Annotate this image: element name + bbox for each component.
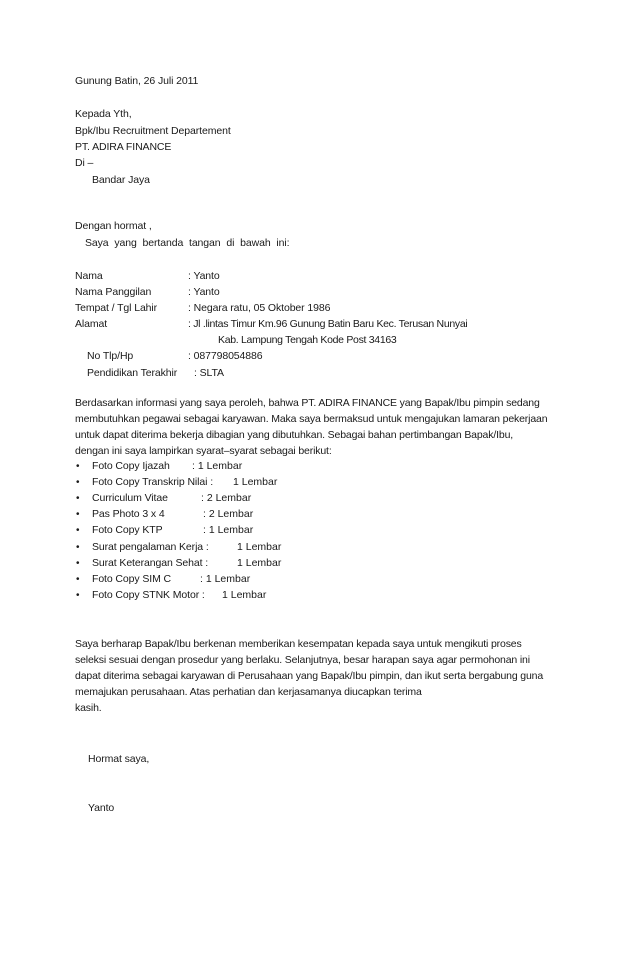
bullet: • — [76, 542, 80, 553]
body1-line-1: Berdasarkan informasi yang saya peroleh, bahwa PT. ADIRA FINANCE yang Bapak/Ibu pimpin sedang — [75, 397, 540, 409]
body2-line-4: memajukan perusahaan. Atas perhatian dan kerjasamanya diucapkan terima — [75, 686, 422, 698]
recipient-line-2: Bpk/Ibu Recruitment Departement — [75, 125, 231, 137]
recipient-line-1: Kepada Yth, — [75, 108, 132, 120]
attachment-item: Foto Copy STNK Motor : — [92, 589, 205, 601]
field-value-pendidikan: : SLTA — [194, 367, 224, 379]
attachment-item: Foto Copy SIM C — [92, 573, 172, 585]
attachment-item: Curriculum Vitae — [92, 492, 168, 504]
greeting: Dengan hormat , — [75, 220, 152, 232]
field-label-alamat: Alamat — [75, 318, 108, 330]
attachment-qty: : 1 Lembar — [200, 573, 251, 585]
field-label-no-tlp: No Tlp/Hp — [87, 350, 134, 362]
attachment-item: Pas Photo 3 x 4 — [92, 508, 165, 520]
recipient-line-3: PT. ADIRA FINANCE — [75, 141, 172, 153]
body2-line-2: seleksi sesuai dengan prosedur yang berlaku. Selanjutnya, besar harapan saya agar permohonan ini — [75, 654, 530, 666]
bullet: • — [76, 525, 80, 536]
body1-line-2: membutuhkan pegawai sebagai karyawan. Maka saya bermaksud untuk mengajukan lamaran pekerjaan — [75, 413, 548, 425]
attachment-qty: 1 Lembar — [222, 589, 267, 601]
attachment-qty: 1 Lembar — [237, 557, 282, 569]
attachment-qty: 1 Lembar — [237, 541, 282, 553]
bullet: • — [76, 477, 80, 488]
body1-line-4: dengan ini saya lampirkan syarat–syarat sebagai berikut: — [75, 445, 332, 457]
attachment-item: Surat Keterangan Sehat : — [92, 557, 209, 569]
field-value-alamat-line-2: Kab. Lampung Tengah Kode Post 34163 — [218, 334, 397, 346]
bullet: • — [76, 558, 80, 569]
bullet: • — [76, 574, 80, 585]
body1-line-3: untuk dapat diterima bekerja dibagian yang dibutuhkan. Sebagai bahan pertimbangan Bapak/Ibu, — [75, 429, 514, 441]
attachment-qty: : 2 Lembar — [203, 508, 254, 520]
field-label-tempat-tgl-lahir: Tempat / Tgl Lahir — [75, 302, 158, 314]
attachment-item: Surat pengalaman Kerja : — [92, 541, 209, 553]
recipient-line-4: Di – — [75, 157, 94, 169]
body2-line-3: dapat diterima sebagai karyawan di Perusahaan yang Bapak/Ibu pimpin, dan ikut serta bergabung guna — [75, 670, 544, 682]
body-paragraph-2 — [75, 636, 575, 716]
attachment-qty: : 1 Lembar — [203, 524, 254, 536]
attachment-item: Foto Copy Transkrip Nilai : — [92, 476, 214, 488]
place-date: Gunung Batin, 26 Juli 2011 — [75, 75, 199, 87]
bullet: • — [76, 493, 80, 504]
field-value-tempat-tgl-lahir: : Negara ratu, 05 Oktober 1986 — [188, 302, 331, 314]
body2-line-5: kasih. — [75, 702, 102, 714]
field-label-pendidikan: Pendidikan Terakhir — [87, 367, 178, 379]
signature-name: Yanto — [88, 802, 115, 814]
field-value-no-tlp: : 087798054886 — [188, 350, 263, 362]
field-value-nama-panggilan: : Yanto — [188, 286, 220, 298]
field-label-nama-panggilan: Nama Panggilan — [75, 286, 152, 298]
intro-line: Saya yang bertanda tangan di bawah ini: — [85, 237, 290, 249]
bullet: • — [76, 509, 80, 520]
bullet: • — [76, 590, 80, 601]
body2-line-1: Saya berharap Bapak/Ibu berkenan memberikan kesempatan kepada saya untuk mengikuti proses — [75, 638, 522, 650]
recipient-line-5: Bandar Jaya — [92, 174, 150, 186]
field-value-alamat: : Jl .lintas Timur Km.96 Gunung Batin Baru Kec. Terusan Nunyai — [188, 318, 468, 330]
closing: Hormat saya, — [88, 753, 150, 765]
body-paragraph-1 — [75, 395, 575, 459]
attachment-qty: : 2 Lembar — [201, 492, 252, 504]
field-label-nama: Nama — [75, 270, 103, 282]
attachment-qty: : 1 Lembar — [192, 460, 243, 472]
field-value-nama: : Yanto — [188, 270, 220, 282]
bullet: • — [76, 461, 80, 472]
attachment-item: Foto Copy Ijazah — [92, 460, 170, 472]
attachment-item: Foto Copy KTP — [92, 524, 163, 536]
attachment-qty: 1 Lembar — [233, 476, 278, 488]
